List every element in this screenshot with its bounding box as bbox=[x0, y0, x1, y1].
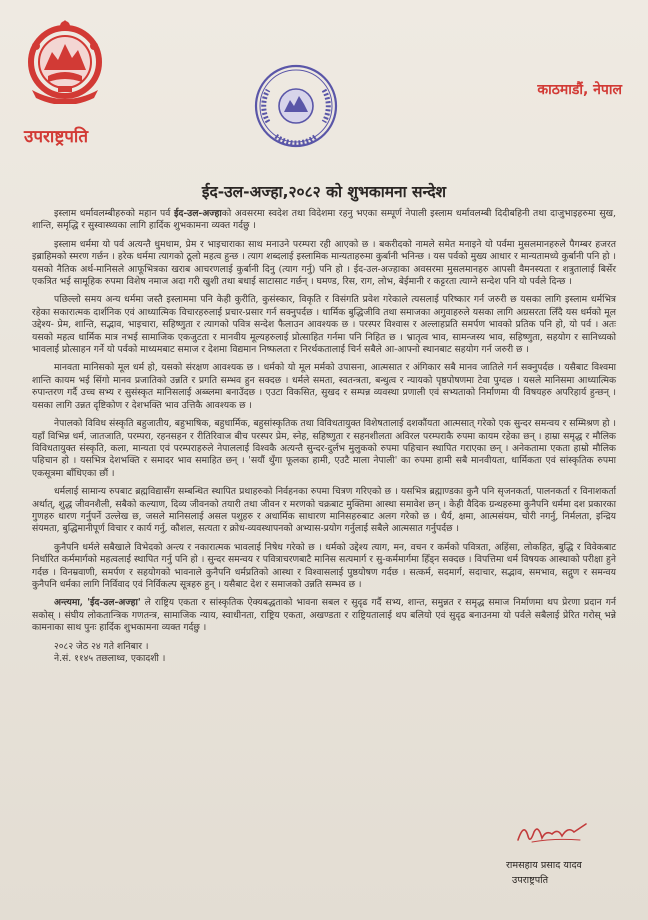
paragraph-7: कुनैपनि धर्मले सबैखाले विभेदको अन्त्य र नकारात्मक भावलाई निषेध गरेको छ । धर्मको उद्देश्य त्याग, मन, वचन र कर्मको पवित्रता, अहिंसा, लोकहित, बुद्धि र विवेकबाट निर्धारित कर्ममार्गको महत्वलाई स्थापित गर्नु पनि हो । सुन्दर समन्वय र पवित्राचरणबाटै मानिस सत्यमार्ग र सु-कर्ममार्गमा हिँड्न सक्दछ । विपत्तिमा धर्म विषयक आस्थाको परीक्षा हुने गर्दछ । विनम्रवाणी, समर्पण र सहयोगको भावनाले कुनैपनि धर्मप्रतिको आस्था र विश्वासलाई पुष्ठयोषण गर्दछ । सत्कर्म, सदमार्ग, सदाचार, सद्भाव, समभाव, सद्गुण र समन्वय कुनैपनि धर्मका लागि निर्विवाद एवं निर्विकल्प सूत्रहरु हुन् । यसैबाट देश र समाजको उन्नति सम्भव छ । bbox=[32, 541, 616, 590]
paragraph-3: पछिल्लो समय अन्य धर्ममा जस्तै इस्लाममा पनि केही कुरीति, कुसंस्कार, विकृति र विसंगति प्रवेश गरेकाले त्यसलाई परिष्कार गर्न जरुरी छ यसका लागि इस्लाम धर्मभित्र रहेका सकारात्मक दार्शनिक एवं आध्यात्मिक विचारहरुलाई प्रचार-प्रसार गर्न सक्नुपर्दछ । धार्मिक बुद्धिजीवि तथा समाजका अगुवाहरुले यसका लागि अग्रसरता लिँदै यस धर्मको मूल उद्देश्य- प्रेम, शान्ति, सद्भाव, भाइचारा, सहिष्णुता र त्यागको पवित्र सन्देश फैलाउन आवश्यक छ । परस्पर विश्वास र अल्लाहप्रति समर्पण भावको प्रतिक पनि हो, यो पर्व । अतः यसको महत्व धार्मिक मात्र नभई सामाजिक एकजुटता र मानवीय मूल्यहरुलाई प्रोत्साहित गर्नमा पनि निहित छ । भ्रातृत्व भाव, सामन्जस्य भाव, सहिष्णुता, सहयोग र सानिध्यको भावलाई प्रोत्साहन गर्ने यो पर्वको माध्यमबाट समाज र देशमा विद्यमान निष्फलता र निरर्थकतालाई चिर्न सबैले आ-आफ्नो स्थानबाट सहयोग गर्न जरुरी छ । bbox=[32, 294, 616, 356]
paragraph-5: नेपालको विविध संस्कृति बहुजातीय, बहुभाषिक, बहुधार्मिक, बहुसांस्कृतिक तथा विविधतायुक्त विशेषतालाई दशकौंयता आत्मसात् गरेको एक सुन्दर समन्वय र सम्मिश्रण हो । यहाँ विभिन्न धर्म, जातजाति, परम्परा, रहनसहन र रीतिरिवाज बीच परस्पर प्रेम, स्नेह, सहिष्णुता र सहनशीलता अविरल परम्पराकै रुपमा कायम रहेका छन् । हाम्रा समृद्ध र मौलिक विविधतायुक्त संस्कृति, कला, मान्यता एवं परम्पराहरुले नेपाललाई विश्वकै अत्यन्तै सुन्दर-दुर्लभ मुलुकको रुपमा पहिचान स्थापित गराएका छन् । अनेकतामा एकता हाम्रो मौलिक पहिचान हो । यसभित्र देशभक्ति र समादर भाव समाहित छन् । 'सयौं थुँगा फूलका हामी, एउटै माला नेपाली' का रुपमा हामी सबै मानवीयता, धार्मिकता एवं सांस्कृतिक रुपमा एकसूत्रमा बाँधिएका छौं । bbox=[32, 418, 616, 479]
signer-name: रामसहाय प्रसाद यादव bbox=[506, 860, 582, 871]
nepal-emblem-icon bbox=[22, 16, 108, 104]
paragraph-2: इस्लाम धर्ममा यो पर्व अत्यन्तै धुमधाम, प्रेम र भाइचाराका साथ मनाउने परम्परा रही आएको छ । बकरीदको नामले समेत मनाइने यो पर्वमा मुसलमानहरुले पैगम्बर हजरत इब्राहिमको स्मरण गर्छन । हरेक धर्ममा त्यागको ठूलो महत्व हुन्छ । त्याग शब्दलाई इस्लामिक मान्यताहरुमा कुर्बानी भनिन्छ । यस पर्वको मुख्य आधार र मान्यतामध्ये कुर्बानी पनि हो । यसको नैतिक अर्थ-मानिसले आफूभित्रका खराब आचरणलाई कुर्बानी दिनु (त्याग गर्नु) पनि हो । ईद-उल-अज्हाका अवसरमा मुसलमानहरु आपसी वैमनस्यता र शत्रुतालाई बिर्सेर एकत्रित भई सामूहिक रुपमा विशेष नमाज अदा गरी खुशी तथा बधाई साटासाट गर्छन् । घमण्ड, रिस, राग, लोभ, बेईमानी र कट्टरता त्याग्ने सन्देश पनि यो पर्वले दिन्छ । bbox=[32, 238, 616, 288]
paragraph-8-text: ले राष्ट्रिय एकता र सांस्कृतिक ऐक्यबद्धताको भावना सबल र सुदृढ गर्दै सभ्य, शान्त, समुन्नत र समृद्ध समाज निर्माणमा थप प्रेरणा प्रदान गर्न सकोस् । संघीय लोकतान्त्रिक गणतन्त्र, सामाजिक न्याय, स्वाधीनता, राष्ट्रिय एकता, अखण्डता र राष्ट्रियतालाई थप बलियो एवं सुदृढ बनाउनमा यो पर्वले सबैलाई प्रेरित गरोस् भन्ने कामनाका साथ पुनः हार्दिक शुभकामना व्यक्त गर्दछु । bbox=[32, 597, 617, 634]
paragraph-6: धर्मलाई सामान्य रुपबाट ब्रह्मविद्यासँग सम्बन्धित स्थापित प्रथाहरुको निर्वहनका रुपमा चित्रण गरिएको छ । यसभित्र ब्रह्माण्डका कुनै पनि सृजनकर्ता, पालनकर्ता र विनाशकर्ता अर्थात्, शुद्ध जीवनशैली, सबैको कल्याण, दिव्य जीवनको तयारी तथा जीवन र मरणको चक्रबाट मुक्तिमा आस्था समावेश छन् । केही वैदिक ग्रन्थहरुमा कुनैपनि धर्ममा दश प्रकारका गुणहरु धारण गर्नुपर्ने उल्लेख छ, जसले मानिसलाई असल पशुहरु र अधार्मिक साधारण मानिसहरुबाट अलग गरेको छ । धैर्य, क्षमा, आत्मसंयम, चोरी नगर्नु, निर्मलता, इन्द्रिय संयमता, बुद्धिमानीपूर्ण विचार र कार्य गर्नु, कौशल, सत्यता र क्रोध-व्यवस्थापनको अभ्यास-प्रयोग गर्नुलाई सबैले आत्मसात गर्नुपर्दछ । bbox=[32, 486, 616, 535]
date-bs: २०८२ जेठ २४ गते शनिबार । bbox=[54, 640, 149, 652]
paragraph-1-text: इस्लाम धर्मावलम्बीहरुको महान पर्व bbox=[54, 208, 174, 219]
paragraph-1-text-cont: को अवसरमा स्वदेश तथा विदेशमा रहनु भएका सम्पूर्ण नेपाली इस्लाम धर्मावलम्बी दिदीबहिनी तथा दाजुभाइहरुमा सुख, शान्ति, समृद्धि र सुस्वास्थ्यका लागि हार्दिक शुभकामना व्यक्त गर्दछु । bbox=[32, 208, 616, 232]
office-seal-icon bbox=[252, 62, 340, 150]
paragraph-4: मानवता मानिसको मूल धर्म हो, यसको संरक्षण आवश्यक छ । धर्मको यो मूल मर्मको उपासना, आत्मसात र अंगिकार सबै मानव जातिले गर्न सक्नुपर्दछ । यसैबाट विश्वमा शान्ति कायम भई सिंगो मानव प्रजातिको उन्नति र प्रगति सम्भव हुन सक्दछ । धर्मले समता, स्वतन्त्रता, बन्धुत्व र न्यायको पृष्ठपोषणमा टेवा पुग्दछ । यसले मानिसमा आध्यात्मिक रुपान्तरण गर्दै उच्च सभ्य र सुसंस्कृत मानिसलाई अब्ब्लमा बनाउँदछ । एउटा विकसित, सुखद र सम्पन्न व्यवस्था प्रणाली एवं सभ्यताको निर्माणमा यी विषयहरु अपरिहार्य हुन्छन् । यसका लागि उन्नत दृष्टिकोण र देशभक्ति भाव उत्तिकै आवश्यक छ । bbox=[32, 362, 616, 411]
message-body bbox=[32, 208, 616, 665]
paragraph-8 bbox=[32, 597, 616, 634]
message-title: ईद-उल-अज्हा,२०८२ को शुभकामना सन्देश bbox=[201, 183, 447, 201]
location-label: काठमाडौं, नेपाल bbox=[537, 82, 622, 98]
signer-title: उपराष्ट्रपति bbox=[512, 875, 549, 886]
signature-mark bbox=[514, 818, 590, 848]
festival-name-quoted: 'ईद-उल-अज्हा' bbox=[87, 597, 141, 609]
paragraph-8-lead: अन्त्यमा, bbox=[54, 597, 88, 609]
festival-name-bold: ईद-उल-अज्हा bbox=[173, 208, 222, 219]
date-ns: ने.सं. ११४५ तछलाथ्व, एकादशी । bbox=[54, 653, 166, 664]
office-label: उपराष्ट्रपति bbox=[24, 127, 89, 147]
paragraph-1 bbox=[32, 208, 616, 233]
